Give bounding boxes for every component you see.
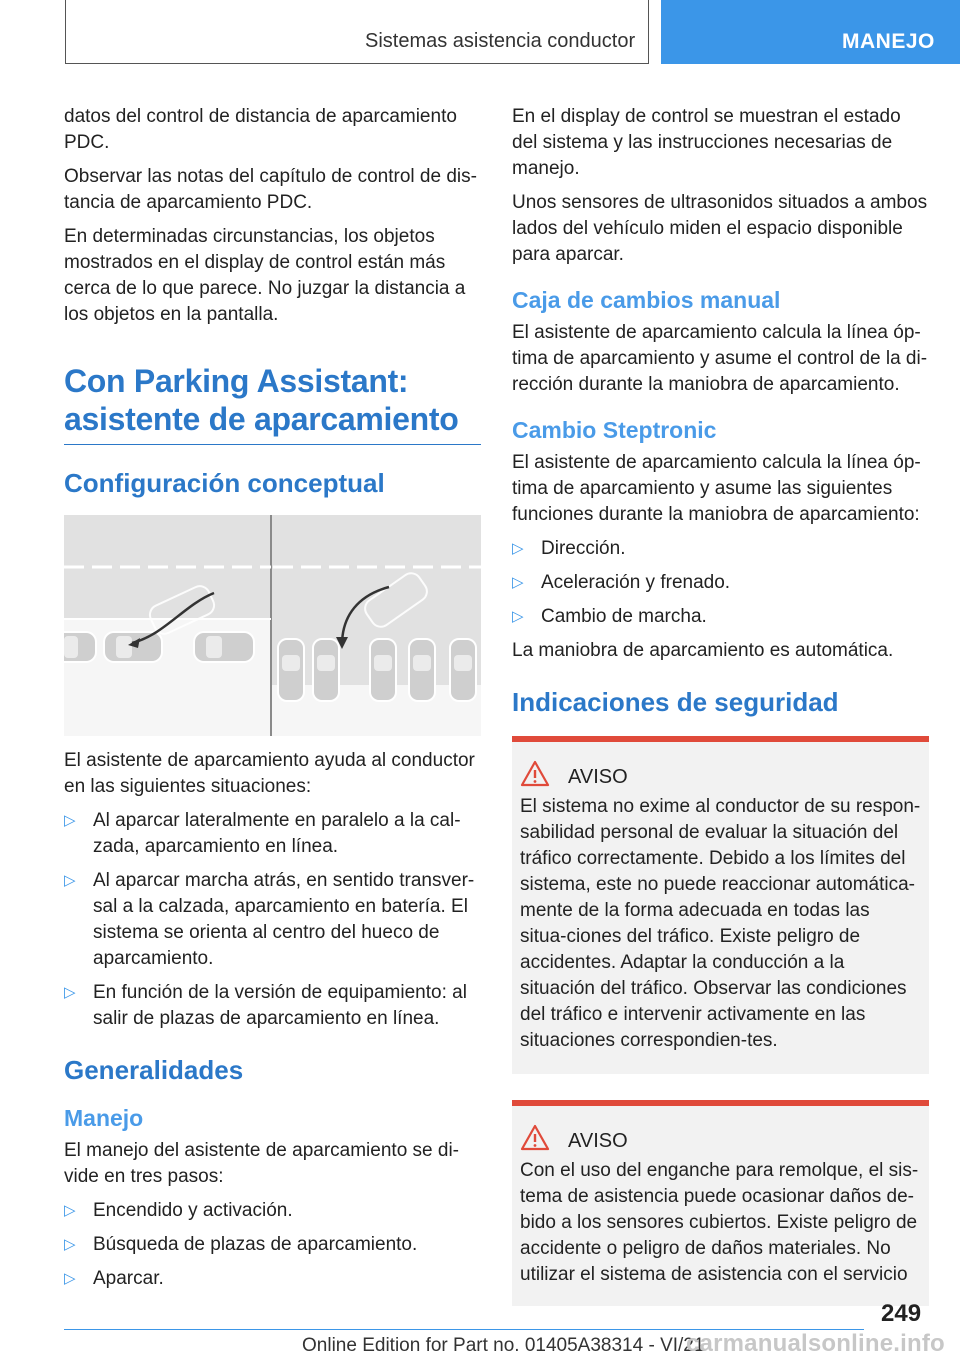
section-heading-general: Generalidades (64, 1055, 244, 1085)
edition-text: Online Edition for Part no. 01405A38314 - VI/21 (302, 1335, 705, 1356)
subsection-heading-manejo: Manejo (64, 1105, 144, 1131)
list-item: ▷ Dirección. (512, 536, 929, 562)
warning-text: El sistema no exime al conductor de su respon-sabilidad personal de evaluar la situación del tráfico correctamente. Debido a los límites del sistema, este no puede reaccionar automática-mente de la forma adecuada en todas las situa-ciones del tráfico. Existe peligro de accidentes. Adaptar la conducción a la situación del tráfico. Observar las condiciones del tráfico e intervenir activamente en las situaciones correspondien-tes. (520, 796, 921, 1051)
watermark-text: carmanualsonline.info (686, 1330, 945, 1357)
triangle-bullet-icon: ▷ (512, 608, 524, 625)
paragraph: En determinadas circunstancias, los objetos mostrados en el display de control están más cerca de lo que parece. No juzgar la distancia a los objetos en la pantalla. (64, 226, 466, 325)
triangle-bullet-icon: ▷ (64, 812, 76, 829)
chapter-heading: Con Parking Assistant: asistente de aparcamiento (64, 362, 481, 445)
warning-box (512, 736, 929, 1074)
section-heading-concept: Configuración conceptual (64, 468, 385, 498)
parking-diagram-svg (64, 515, 481, 736)
triangle-bullet-icon: ▷ (64, 984, 76, 1001)
chapter-tab[interactable] (661, 0, 960, 64)
triangle-bullet-icon: ▷ (512, 540, 524, 557)
warning-box (512, 1100, 929, 1306)
paragraph: El asistente de aparcamiento calcula la línea óp-tima de aparcamiento y asume el control de la di-rección durante la maniobra de aparcamiento. (512, 322, 928, 395)
triangle-bullet-icon: ▷ (64, 1236, 76, 1253)
list-item: ▷ En función de la versión de equipamiento: al salir de plazas de aparcamiento en línea. (64, 982, 467, 1029)
warning-title: AVISO (560, 1128, 921, 1154)
list-item: ▷ Al aparcar lateralmente en paralelo a la cal-zada, aparcamiento en línea. (64, 810, 461, 857)
paragraph: Observar las notas del capítulo de control de dis-tancia de aparcamiento PDC. (64, 166, 477, 213)
list-item: ▷ Encendido y activación. (64, 1198, 481, 1224)
triangle-bullet-icon: ▷ (64, 872, 76, 889)
left-column (64, 104, 481, 1300)
list-item: ▷ Cambio de marcha. (512, 604, 929, 630)
subsection-heading-manual: Caja de cambios manual (512, 287, 781, 313)
page-number: 249 (881, 1300, 922, 1327)
paragraph: La maniobra de aparcamiento es automática. (512, 640, 894, 661)
steps-list (64, 1198, 481, 1292)
chapter-tab-label: MANEJO (842, 30, 935, 53)
situations-list (64, 808, 481, 1032)
paragraph: El manejo del asistente de aparcamiento se di-vide en tres pasos: (64, 1140, 460, 1187)
paragraph: datos del control de distancia de aparcamiento PDC. (64, 106, 457, 153)
list-item: ▷ Aparcar. (64, 1266, 481, 1292)
triangle-bullet-icon: ▷ (64, 1270, 76, 1287)
triangle-bullet-icon: ▷ (512, 574, 524, 591)
warning-triangle-icon (520, 1124, 550, 1152)
parking-illustration (64, 515, 481, 736)
list-item: ▷ Búsqueda de plazas de aparcamiento. (64, 1232, 481, 1258)
section-title: Sistemas asistencia conductor (365, 30, 636, 52)
paragraph: El asistente de aparcamiento calcula la línea óp-tima de aparcamiento y asume las siguientes funciones durante la maniobra de aparcamiento: (512, 452, 921, 525)
subsection-heading-steptronic: Cambio Steptronic (512, 417, 717, 443)
triangle-bullet-icon: ▷ (64, 1202, 76, 1219)
functions-list (512, 536, 929, 630)
list-item: ▷ Al aparcar marcha atrás, en sentido transver-sal a la calzada, aparcamiento en batería. El sistema se orienta al centro del hueco de aparcamiento. (64, 870, 475, 969)
paragraph: En el display de control se muestran el estado del sistema y las instrucciones necesarias de manejo. (512, 106, 901, 179)
warning-triangle-icon (520, 760, 550, 788)
warning-title: AVISO (560, 764, 921, 790)
right-column (512, 104, 929, 1306)
list-item: ▷ Aceleración y frenado. (512, 570, 929, 596)
paragraph: El asistente de aparcamiento ayuda al conductor en las siguientes situaciones: (64, 750, 475, 797)
paragraph: Unos sensores de ultrasonidos situados a ambos lados del vehículo miden el espacio disponible para aparcar. (512, 192, 928, 265)
section-heading-safety: Indicaciones de seguridad (512, 687, 839, 717)
warning-text: Con el uso del enganche para remolque, el sis-tema de asistencia puede ocasionar daños de-bido a los sensores cubiertos. Existe peligro de accidente o peligro de daños materiales. No utilizar el sistema de asistencia con el servicio (520, 1160, 919, 1285)
